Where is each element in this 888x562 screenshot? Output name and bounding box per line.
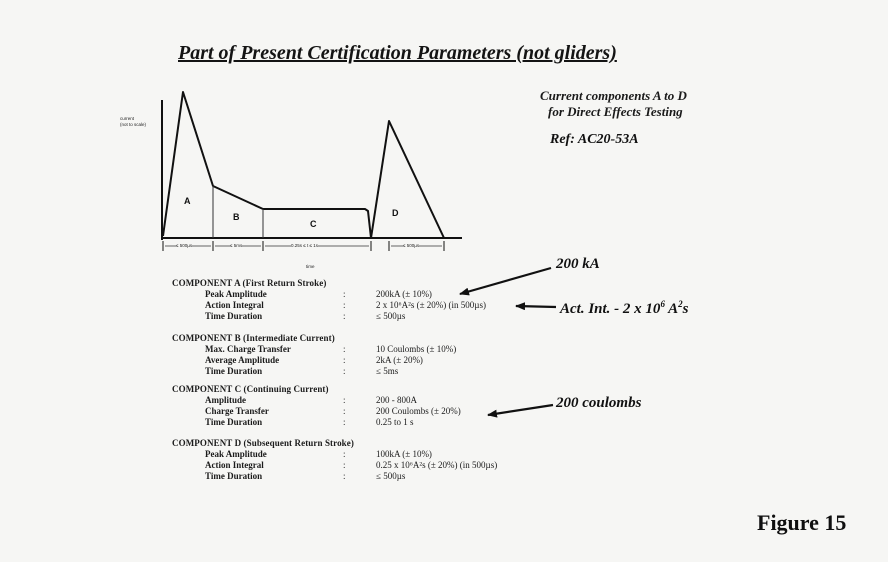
component-a-param-label: Time Duration [205,311,263,321]
param-separator: : [343,471,346,481]
page-title: Part of Present Certification Parameters (not gliders) [178,42,617,64]
param-separator: : [343,344,346,354]
param-separator: : [343,460,346,470]
component-c-param-value: 200 - 800A [376,395,417,405]
side-note-line-1: Current components A to D [540,88,687,103]
component-d-param-value: ≤ 500µs [376,471,406,481]
component-c-param-label: Charge Transfer [205,406,269,416]
component-b-param-label: Time Duration [205,366,263,376]
component-a-param-label: Peak Amplitude [205,289,267,299]
component-b-param-value: ≤ 5ms [376,366,399,376]
duration-label-b: ≤ 5ms [230,243,243,248]
component-d-heading: COMPONENT D (Subsequent Return Stroke) [172,438,354,448]
component-a-param-value: 2 x 10⁶A²s (± 20%) (in 500µs) [376,300,486,310]
duration-label-a: ≤ 500µs [176,243,193,248]
param-separator: : [343,449,346,459]
param-separator: : [343,300,346,310]
duration-label-c: 0.25s ≤ t ≤ 1s [291,243,318,248]
component-d-param-label: Time Duration [205,471,263,481]
annotation-peak-current: 200 kA [556,256,600,272]
param-separator: : [343,406,346,416]
component-d-param-value: 0.25 x 10⁶A²s (± 20%) (in 500µs) [376,460,498,470]
waveform-y-axis-sublabel: (not to scale) [120,122,147,127]
component-d-param-value: 100kA (± 10%) [376,449,432,459]
component-b-param-label: Max. Charge Transfer [205,344,291,354]
component-a-param-value: 200kA (± 10%) [376,289,432,299]
component-a-param-value: ≤ 500µs [376,311,406,321]
param-separator: : [343,355,346,365]
component-b-param-label: Average Amplitude [205,355,280,365]
waveform-y-axis-label: current [120,116,135,121]
component-c-param-value: 200 Coulombs (± 20%) [376,406,461,416]
param-separator: : [343,311,346,321]
component-b-param-value: 2kA (± 20%) [376,355,423,365]
figure-label: Figure 15 [757,510,847,535]
segment-label-d: D [392,208,399,218]
duration-label-d: ≤ 500µs [403,243,420,248]
component-c-param-value: 0.25 to 1 s [376,417,414,427]
segment-label-a: A [184,196,191,206]
param-separator: : [343,417,346,427]
side-note-line-2: for Direct Effects Testing [548,104,683,119]
waveform-x-axis-label: time [306,264,315,269]
annotation-action-integral: Act. Int. - 2 x $10^6$ $A^2s$ [560,299,689,317]
param-separator: : [343,366,346,376]
component-d-param-label: Action Integral [205,460,264,470]
component-b-param-value: 10 Coulombs (± 10%) [376,344,457,354]
annotation-charge: 200 coulombs [556,395,642,411]
component-b-heading: COMPONENT B (Intermediate Current) [172,333,335,343]
component-c-param-label: Time Duration [205,417,263,427]
component-a-param-label: Action Integral [205,300,264,310]
param-separator: : [343,395,346,405]
component-c-heading: COMPONENT C (Continuing Current) [172,384,329,394]
reference-label: Ref: AC20-53A [550,132,639,147]
segment-label-b: B [233,212,240,222]
component-d-param-label: Peak Amplitude [205,449,267,459]
segment-label-c: C [310,219,317,229]
component-c-param-label: Amplitude [205,395,247,405]
param-separator: : [343,289,346,299]
component-a-heading: COMPONENT A (First Return Stroke) [172,278,327,288]
waveform-curve [163,92,444,238]
